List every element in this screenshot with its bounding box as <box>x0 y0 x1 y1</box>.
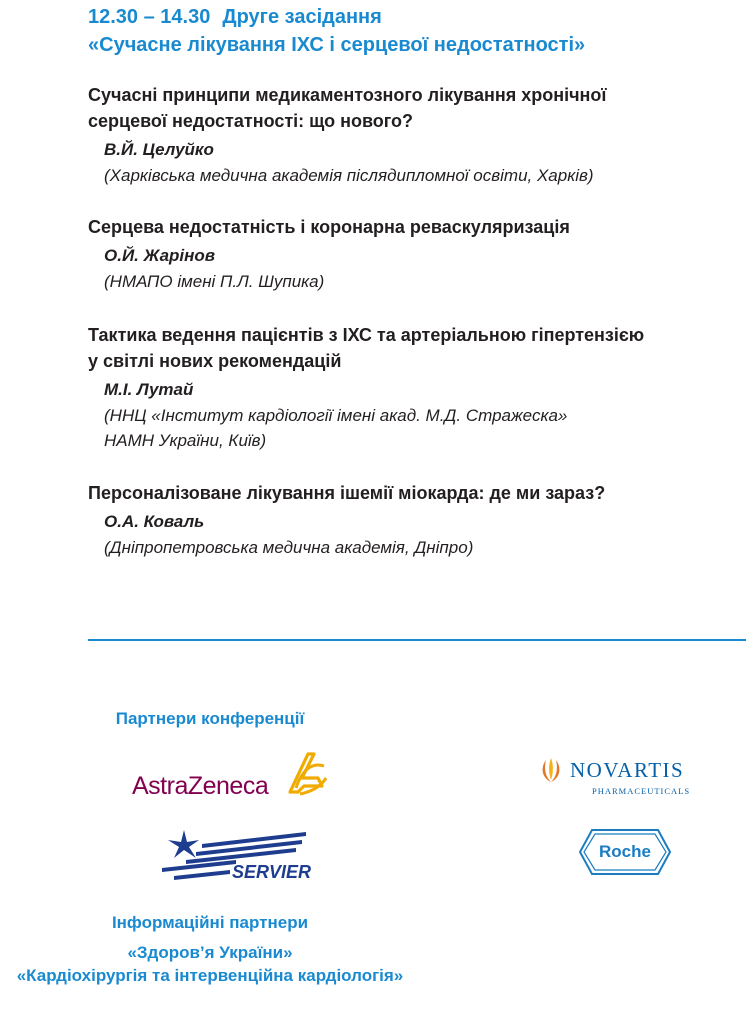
roche-logo <box>578 828 672 876</box>
speaker-affiliation: (Харківська медична академія післядипломної освіти, Харків) <box>104 166 594 185</box>
talk-title <box>88 82 738 134</box>
info-partner-zdorovya: «Здоров’я України» <box>127 943 293 962</box>
roche-wordmark: Roche <box>599 842 651 861</box>
novartis-flame-icon <box>540 756 562 784</box>
servier-wordmark: SERVIER <box>232 862 312 882</box>
talk-title-line: серцевої недостатності: що нового? <box>88 111 414 131</box>
astrazeneca-wordmark: AstraZeneca <box>132 772 269 800</box>
speaker-name: О.Й. Жарінов <box>104 246 216 265</box>
session-title: «Сучасне лікування ІХС і серцевої недостатності» <box>88 34 586 56</box>
section-divider <box>88 639 746 641</box>
talk-3 <box>88 322 738 453</box>
session-heading: Друге засідання <box>222 6 382 28</box>
speaker-name: В.Й. Целуйко <box>104 140 214 159</box>
talk-2 <box>88 214 738 294</box>
speaker-affiliation: (Дніпропетровська медична академія, Дніпро) <box>104 538 474 557</box>
talk-4 <box>88 480 738 560</box>
talk-title <box>88 322 738 374</box>
session-time: 12.30 – 14.30 <box>88 6 211 28</box>
novartis-wordmark: NOVARTIS <box>570 758 685 782</box>
talk-title-line: Тактика ведення пацієнтів з ІХС та артеріальною гіпертензією <box>88 325 645 345</box>
talk-title <box>88 480 738 506</box>
info-partner-kardiokhirurgiya: «Кардіохірургія та інтервенційна кардіологія» <box>16 966 404 985</box>
session-time-heading <box>88 6 382 29</box>
talk-title-line: Персоналізоване лікування ішемії міокарда: де ми зараз? <box>88 483 606 503</box>
servier-logo <box>156 826 316 884</box>
astrazeneca-symbol-icon <box>282 748 330 798</box>
astrazeneca-logo <box>132 748 332 804</box>
talk-title-line: Сучасні принципи медикаментозного лікування хронічної <box>88 85 607 105</box>
speaker-affiliation: (ННЦ «Інститут кардіології імені акад. М.Д. Стражеска» <box>104 406 568 425</box>
info-partners-heading: Інформаційні партнери <box>111 913 309 932</box>
talk-title-line: Серцева недостатність і коронарна реваскуляризація <box>88 217 570 237</box>
partners-heading: Партнери конференції <box>115 709 305 728</box>
speaker-affiliation: (НМАПО імені П.Л. Шупика) <box>104 272 325 291</box>
talk-title <box>88 214 738 240</box>
talk-title-line: у світлі нових рекомендацій <box>88 351 342 371</box>
talk-1 <box>88 82 738 188</box>
speaker-affiliation: НАМН України, Київ) <box>104 431 267 450</box>
speaker-name: О.А. Коваль <box>104 512 205 531</box>
novartis-logo <box>540 756 710 800</box>
novartis-subtitle: PHARMACEUTICALS <box>592 786 691 796</box>
speaker-name: М.І. Лутай <box>104 380 194 399</box>
